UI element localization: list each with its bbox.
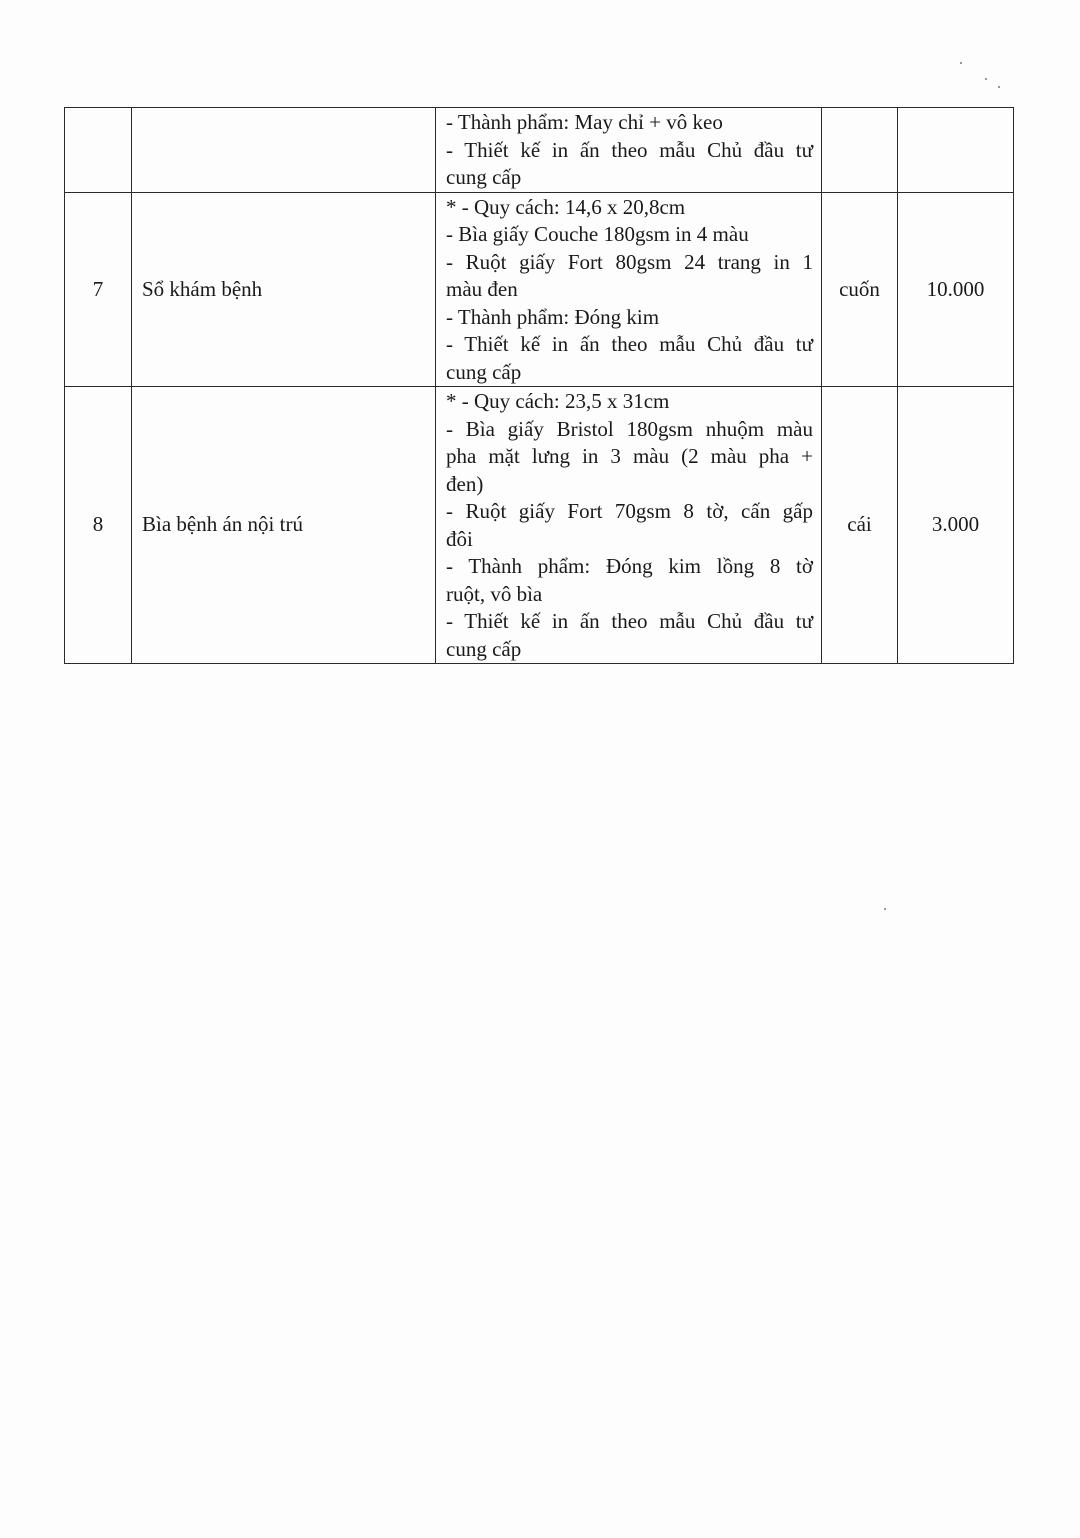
spec-line: màu đen [446, 277, 518, 301]
item-name-cell [132, 108, 436, 193]
specification-table [64, 107, 1014, 664]
spec-line: pha mặt lưng in 3 màu (2 màu pha + [446, 444, 813, 468]
spec-line: đôi [446, 526, 473, 551]
item-spec-cell [436, 192, 822, 387]
scan-speck [998, 86, 1000, 88]
unit-cell: cuốn [822, 192, 898, 387]
row-number-cell: 7 [65, 192, 132, 387]
unit-cell [822, 108, 898, 193]
item-spec-cell [436, 108, 822, 193]
table-row [65, 108, 1014, 193]
quantity-cell: 3.000 [898, 387, 1014, 664]
unit-cell: cái [822, 387, 898, 664]
spec-line: - Thành phẩm: Đóng kim [446, 304, 660, 329]
scan-speck [960, 62, 962, 64]
spec-line: cung cấp [446, 165, 522, 189]
scan-speck [884, 908, 886, 910]
spec-line: - Ruột giấy Fort 70gsm 8 tờ, cấn gấp [446, 499, 813, 523]
quantity-cell: 10.000 [898, 192, 1014, 387]
spec-line: ruột, vô bìa [446, 581, 543, 606]
spec-line: đen) [446, 471, 484, 496]
spec-line: - Thành phẩm: May chỉ + vô keo [446, 110, 723, 134]
spec-line: * - Quy cách: 23,5 x 31cm [446, 389, 670, 413]
item-spec-cell [436, 387, 822, 664]
row-number-cell: 8 [65, 387, 132, 664]
item-name-cell: Sổ khám bệnh [132, 192, 436, 387]
spec-line: - Thành phẩm: Đóng kim lồng 8 tờ [446, 554, 813, 578]
quantity-cell [898, 108, 1014, 193]
table-row [65, 387, 1014, 664]
spec-line: cung cấp [446, 636, 522, 661]
row-number-cell [65, 108, 132, 193]
spec-line: - Thiết kế in ấn theo mẫu Chủ đầu tư [446, 137, 813, 162]
scan-speck [985, 78, 987, 80]
spec-line: - Thiết kế in ấn theo mẫu Chủ đầu tư [446, 609, 813, 633]
spec-line: * - Quy cách: 14,6 x 20,8cm [446, 194, 686, 219]
spec-line: - Thiết kế in ấn theo mẫu Chủ đầu tư [446, 332, 813, 356]
spec-line: - Bìa giấy Bristol 180gsm nhuộm màu [446, 416, 813, 441]
spec-line: - Ruột giấy Fort 80gsm 24 trang in 1 [446, 249, 813, 274]
spec-line: cung cấp [446, 359, 522, 384]
item-name-cell: Bìa bệnh án nội trú [132, 387, 436, 664]
spec-line: - Bìa giấy Couche 180gsm in 4 màu [446, 222, 749, 246]
table-row [65, 192, 1014, 387]
